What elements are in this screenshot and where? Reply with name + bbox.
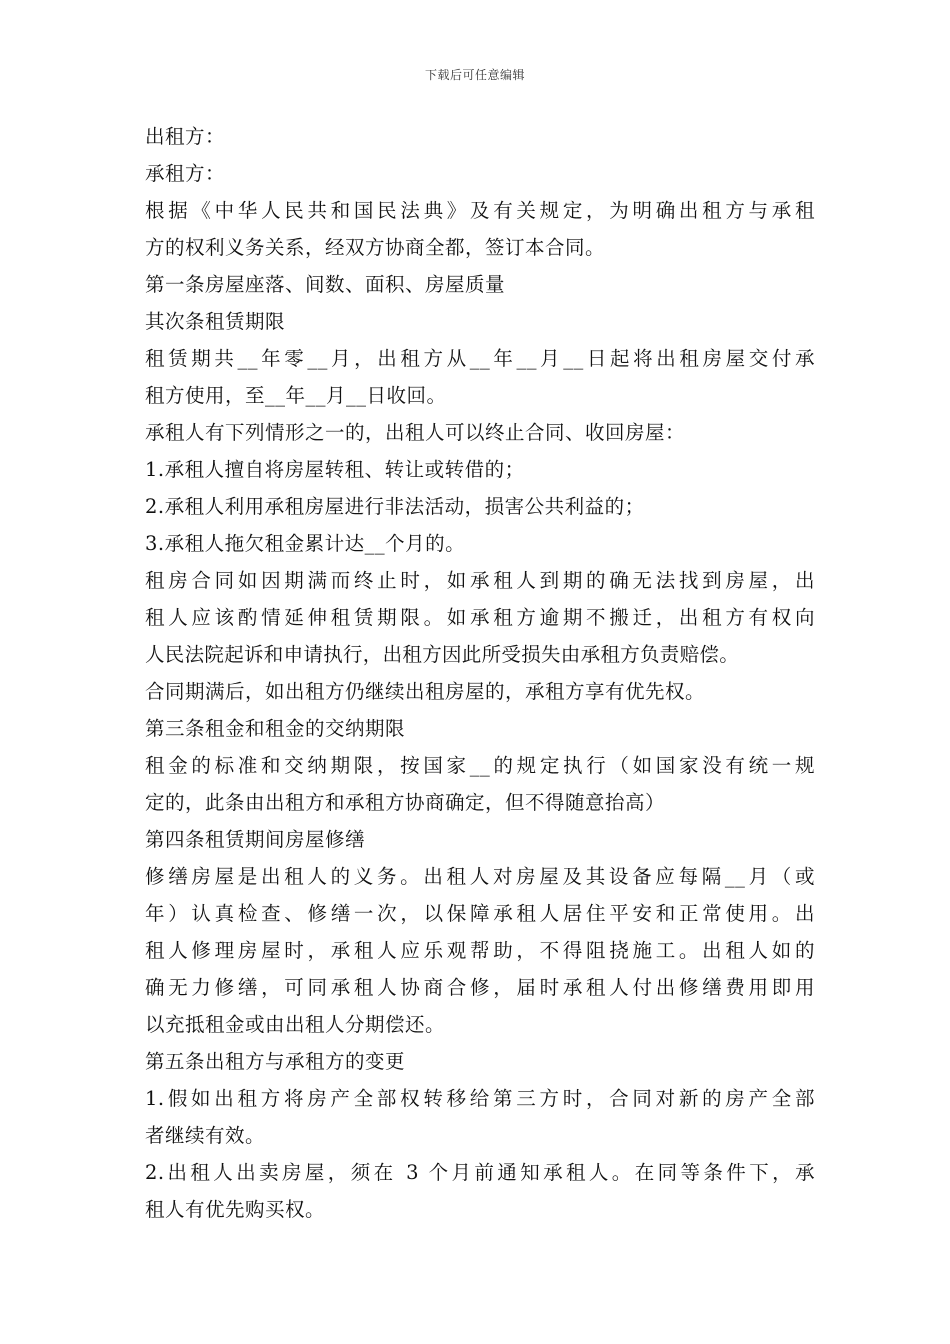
list-item: 2.出租人出卖房屋，须在 3 个月前通知承租人。在同等条件下，承 <box>145 1161 815 1184</box>
list-item: 2.承租人利用承租房屋进行非法活动，损害公共利益的； <box>145 495 645 518</box>
text-line: 以充抵租金或由出租人分期偿还。 <box>145 1013 446 1036</box>
text-line: 年）认真检查、修缮一次，以保障承租人居住平安和正常使用。出 <box>145 902 815 925</box>
text-line: 根据《中华人民共和国民法典》及有关规定，为明确出租方与承租 <box>145 199 815 222</box>
section-heading: 第三条租金和租金的交纳期限 <box>145 717 406 740</box>
text-line: 租赁期共__年零__月，出租方从__年__月__日起将出租房屋交付承 <box>145 347 815 370</box>
text-line: 租人有优先购买权。 <box>145 1198 326 1221</box>
text-line: 合同期满后，如出租方仍继续出租房屋的，承租方享有优先权。 <box>145 680 706 703</box>
list-item: 1.承租人擅自将房屋转租、转让或转借的； <box>145 458 525 481</box>
text-line: 租房合同如因期满而终止时，如承租人到期的确无法找到房屋，出 <box>145 569 815 592</box>
text-line: 租金的标准和交纳期限，按国家__的规定执行（如国家没有统一规 <box>145 754 815 777</box>
section-heading: 第五条出租方与承租方的变更 <box>145 1050 406 1073</box>
text-line: 方的权利义务关系，经双方协商全都，签订本合同。 <box>145 236 606 259</box>
section-heading: 第四条租赁期间房屋修缮 <box>145 828 366 851</box>
text-line: 租人修理房屋时，承租人应乐观帮助，不得阻挠施工。出租人如的 <box>145 939 815 962</box>
list-item: 1.假如出租方将房产全部权转移给第三方时，合同对新的房产全部 <box>145 1087 815 1110</box>
header-note: 下载后可任意编辑 <box>424 68 525 82</box>
text-line: 人民法院起诉和申请执行，出租方因此所受损失由承租方负责赔偿。 <box>145 643 740 666</box>
section-heading: 第一条房屋座落、间数、面积、房屋质量 <box>145 273 506 296</box>
text-line: 承租人有下列情形之一的，出租人可以终止合同、收回房屋： <box>145 421 686 444</box>
section-heading: 其次条租赁期限 <box>145 310 286 333</box>
text-line: 者继续有效。 <box>145 1124 266 1147</box>
list-item: 3.承租人拖欠租金累计达__个月的。 <box>145 532 466 555</box>
text-line: 租人应该酌情延伸租赁期限。如承租方逾期不搬迁，出租方有权向 <box>145 606 815 629</box>
document-body <box>145 118 815 1228</box>
text-line: 修缮房屋是出租人的义务。出租人对房屋及其设备应每隔__月（或 <box>145 865 815 888</box>
text-line: 确无力修缮，可同承租人协商合修，届时承租人付出修缮费用即用 <box>145 976 815 999</box>
text-line: 定的，此条由出租方和承租方协商确定，但不得随意抬高） <box>145 791 666 814</box>
text-line: 承租方： <box>145 162 226 185</box>
text-line: 租方使用，至__年__月__日收回。 <box>145 384 447 407</box>
text-line: 出租方： <box>145 125 226 148</box>
